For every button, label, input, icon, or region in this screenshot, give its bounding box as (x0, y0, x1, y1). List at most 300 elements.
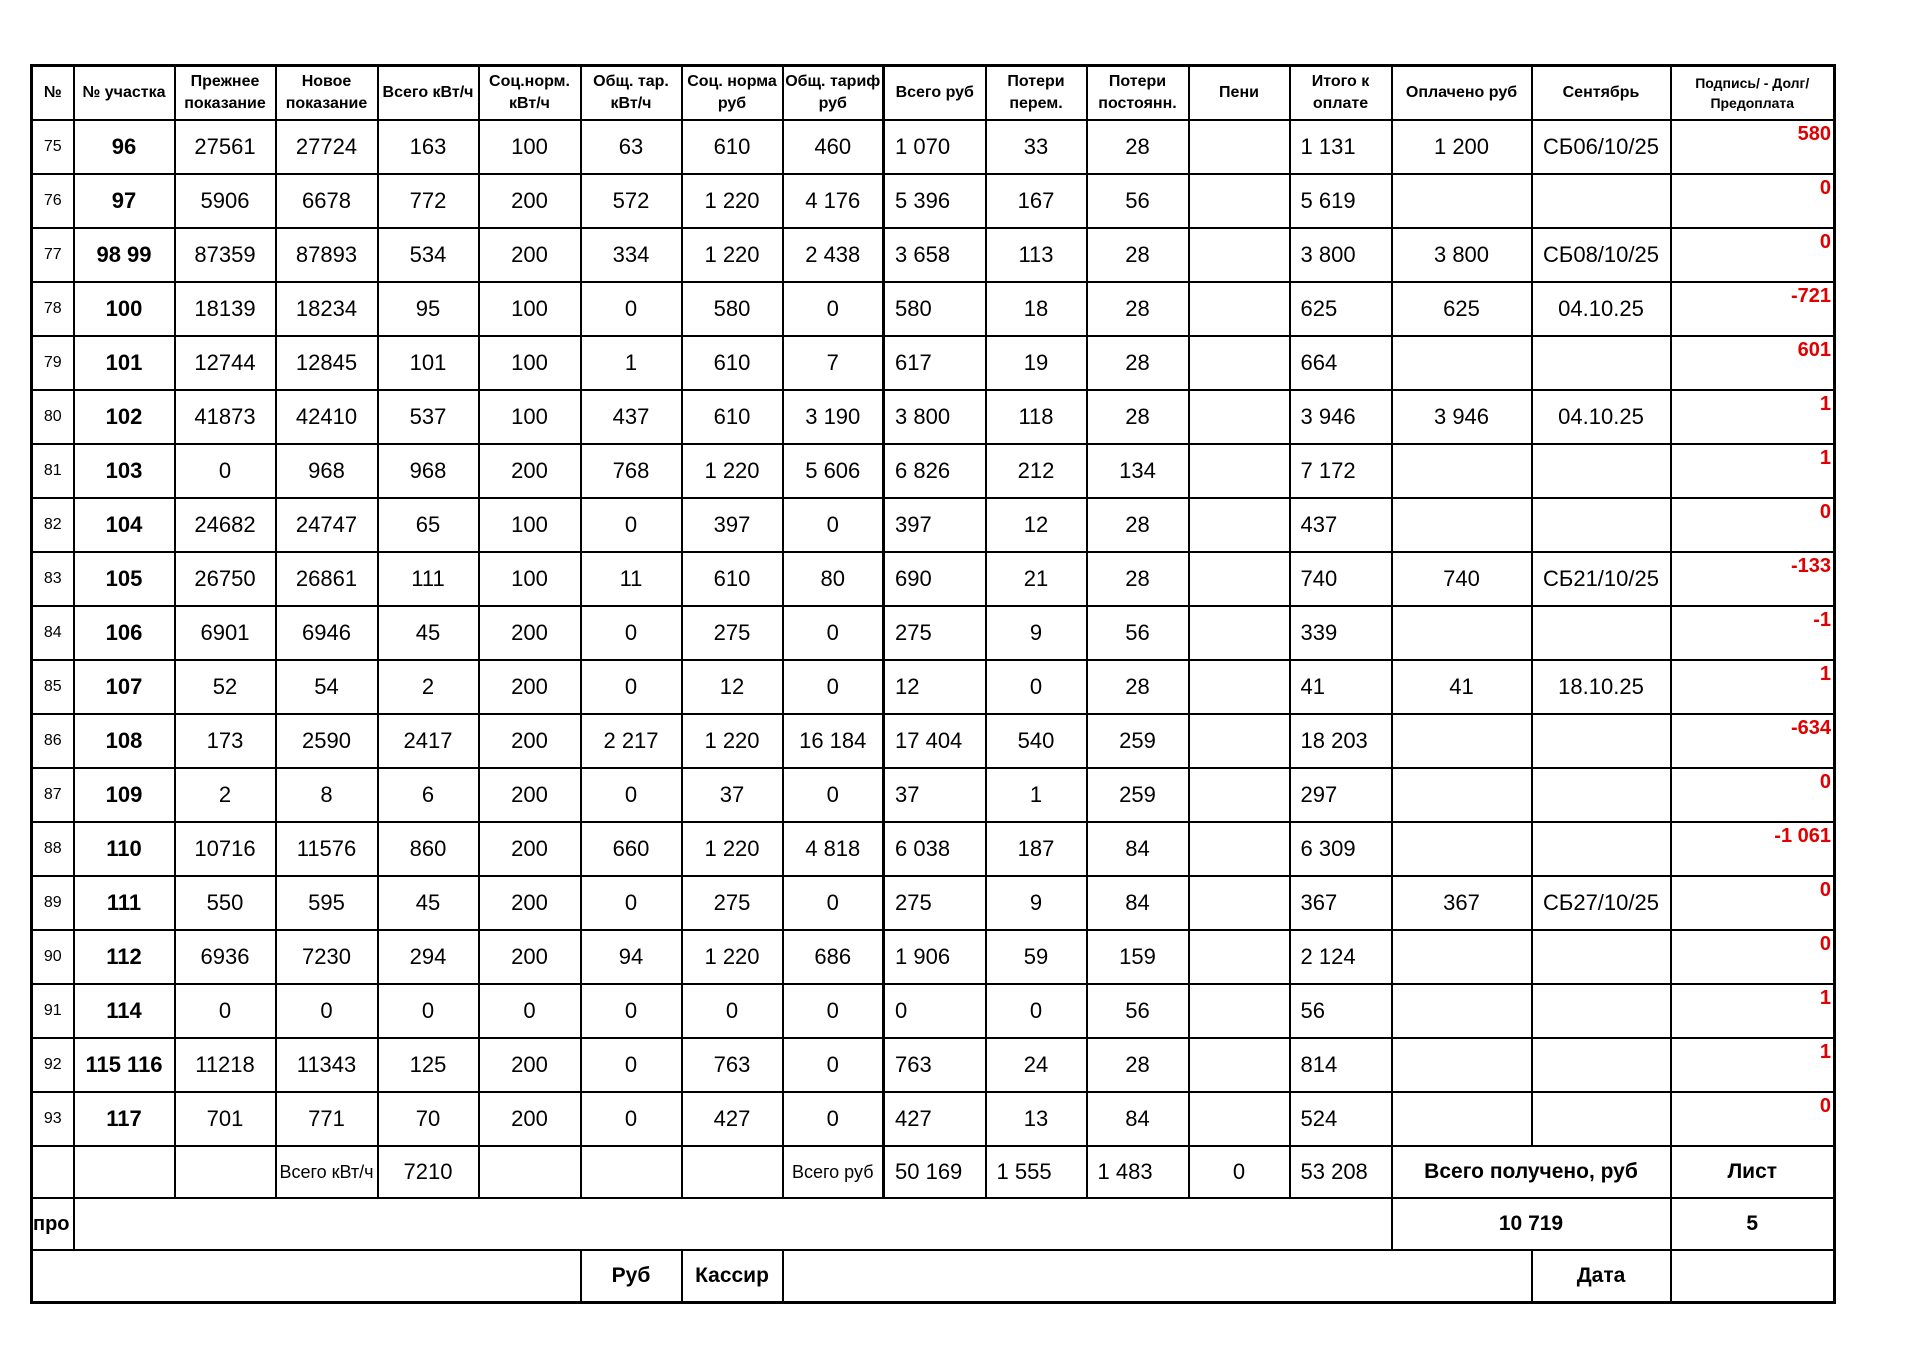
cell-to-pay: 814 (1290, 1038, 1392, 1092)
header-loss-const: Потери постоянн. (1087, 66, 1189, 121)
cell-debt-prepay: 0 (1671, 930, 1835, 984)
cell-gen-tariff-rub: 0 (783, 768, 884, 822)
cell-loss-const: 28 (1087, 336, 1189, 390)
cell-row-number: 84 (32, 606, 74, 660)
cell-soc-norm-rub: 0 (682, 984, 783, 1038)
cell-payment-date (1532, 606, 1671, 660)
cell-debt-prepay: -1 061 (1671, 822, 1835, 876)
header-new-reading: Новое показание (276, 66, 378, 121)
cell-to-pay: 6 309 (1290, 822, 1392, 876)
cell-paid: 41 (1392, 660, 1532, 714)
cell-row-number: 87 (32, 768, 74, 822)
cell-penalty (1189, 1038, 1290, 1092)
cell-gen-tariff-rub: 0 (783, 876, 884, 930)
cell-paid: 3 800 (1392, 228, 1532, 282)
cell-total-kwh: 6 (378, 768, 479, 822)
cell-paid (1392, 984, 1532, 1038)
cell-soc-norm-rub: 1 220 (682, 714, 783, 768)
cell-to-pay: 297 (1290, 768, 1392, 822)
footer-cashier-label: Кассир (682, 1250, 783, 1303)
cell-loss-const: 28 (1087, 660, 1189, 714)
cell-gen-tariff-rub: 0 (783, 498, 884, 552)
cell-debt-prepay: 0 (1671, 228, 1835, 282)
cell-loss-var: 18 (986, 282, 1087, 336)
cell-loss-var: 9 (986, 606, 1087, 660)
cell-row-number: 82 (32, 498, 74, 552)
cell-new-reading: 26861 (276, 552, 378, 606)
header-plot: № участка (74, 66, 175, 121)
cell-total-kwh: 163 (378, 120, 479, 174)
cell-total-rub: 12 (884, 660, 986, 714)
cell-plot-number: 96 (74, 120, 175, 174)
cell-prev-reading: 0 (175, 984, 276, 1038)
cell-loss-const: 259 (1087, 768, 1189, 822)
cell-gen-tariff-kwh: 94 (581, 930, 682, 984)
cell-plot-number: 110 (74, 822, 175, 876)
cell-soc-norm-kwh: 0 (479, 984, 581, 1038)
cell-debt-prepay: 1 (1671, 1038, 1835, 1092)
cell-prev-reading: 2 (175, 768, 276, 822)
footer-row (32, 1250, 1835, 1303)
cell-penalty (1189, 552, 1290, 606)
cell-gen-tariff-rub: 686 (783, 930, 884, 984)
totals-empty-cell (479, 1146, 581, 1198)
cell-total-kwh: 2 (378, 660, 479, 714)
table-row (32, 1092, 1835, 1146)
cell-to-pay: 7 172 (1290, 444, 1392, 498)
cell-loss-const: 28 (1087, 390, 1189, 444)
cell-prev-reading: 87359 (175, 228, 276, 282)
cell-row-number: 77 (32, 228, 74, 282)
cell-prev-reading: 701 (175, 1092, 276, 1146)
cell-total-rub: 763 (884, 1038, 986, 1092)
summary-received-value: 10 719 (1392, 1198, 1671, 1250)
cell-debt-prepay: -133 (1671, 552, 1835, 606)
cell-new-reading: 771 (276, 1092, 378, 1146)
table-row (32, 552, 1835, 606)
cell-penalty (1189, 444, 1290, 498)
cell-row-number: 93 (32, 1092, 74, 1146)
summary-row (32, 1198, 1835, 1250)
cell-gen-tariff-rub: 0 (783, 606, 884, 660)
cell-total-kwh: 772 (378, 174, 479, 228)
totals-loss-const: 1 483 (1087, 1146, 1189, 1198)
cell-loss-const: 84 (1087, 822, 1189, 876)
cell-prev-reading: 0 (175, 444, 276, 498)
cell-debt-prepay: 0 (1671, 1092, 1835, 1146)
cell-paid (1392, 822, 1532, 876)
cell-penalty (1189, 336, 1290, 390)
table-row (32, 498, 1835, 552)
cell-row-number: 75 (32, 120, 74, 174)
cell-total-kwh: 125 (378, 1038, 479, 1092)
table-row (32, 876, 1835, 930)
cell-prev-reading: 24682 (175, 498, 276, 552)
cell-to-pay: 524 (1290, 1092, 1392, 1146)
cell-payment-date (1532, 444, 1671, 498)
header-soc-norm-kwh: Соц.норм. кВт/ч (479, 66, 581, 121)
cell-payment-date: 18.10.25 (1532, 660, 1671, 714)
cell-to-pay: 18 203 (1290, 714, 1392, 768)
cell-loss-const: 28 (1087, 282, 1189, 336)
totals-rub-label: Всего руб (783, 1146, 884, 1198)
totals-penalty: 0 (1189, 1146, 1290, 1198)
cell-new-reading: 18234 (276, 282, 378, 336)
totals-empty-cell (32, 1146, 74, 1198)
cell-penalty (1189, 768, 1290, 822)
cell-loss-const: 134 (1087, 444, 1189, 498)
cell-plot-number: 114 (74, 984, 175, 1038)
header-sign-debt: Подпись/ - Долг/Предоплата (1671, 66, 1835, 121)
totals-received-label: Всего получено, руб (1392, 1146, 1671, 1198)
cell-payment-date: 04.10.25 (1532, 390, 1671, 444)
cell-paid (1392, 606, 1532, 660)
cell-row-number: 90 (32, 930, 74, 984)
cell-new-reading: 24747 (276, 498, 378, 552)
header-total-rub: Всего руб (884, 66, 986, 121)
cell-payment-date (1532, 1038, 1671, 1092)
cell-soc-norm-kwh: 200 (479, 822, 581, 876)
cell-payment-date: СБ06/10/25 (1532, 120, 1671, 174)
totals-rub-value: 50 169 (884, 1146, 986, 1198)
cell-loss-var: 167 (986, 174, 1087, 228)
cell-debt-prepay: 0 (1671, 768, 1835, 822)
cell-soc-norm-kwh: 100 (479, 390, 581, 444)
cell-new-reading: 12845 (276, 336, 378, 390)
cell-total-rub: 37 (884, 768, 986, 822)
cell-to-pay: 5 619 (1290, 174, 1392, 228)
header-paid: Оплачено руб (1392, 66, 1532, 121)
footer-cashier-field[interactable] (783, 1250, 1532, 1303)
cell-gen-tariff-rub: 16 184 (783, 714, 884, 768)
cell-gen-tariff-kwh: 0 (581, 606, 682, 660)
header-prev-reading: Прежнее показание (175, 66, 276, 121)
cell-gen-tariff-rub: 7 (783, 336, 884, 390)
cell-penalty (1189, 876, 1290, 930)
cell-loss-const: 84 (1087, 876, 1189, 930)
cell-loss-var: 59 (986, 930, 1087, 984)
table-row (32, 1038, 1835, 1092)
cell-soc-norm-kwh: 200 (479, 876, 581, 930)
cell-total-rub: 6 826 (884, 444, 986, 498)
totals-kwh-value: 7210 (378, 1146, 479, 1198)
cell-debt-prepay: 0 (1671, 876, 1835, 930)
header-gen-tariff-kwh: Общ. тар. кВт/ч (581, 66, 682, 121)
footer-empty-cell (32, 1250, 581, 1303)
cell-total-kwh: 2417 (378, 714, 479, 768)
table-row (32, 660, 1835, 714)
cell-to-pay: 56 (1290, 984, 1392, 1038)
cell-payment-date (1532, 498, 1671, 552)
cell-soc-norm-kwh: 200 (479, 606, 581, 660)
header-month: Сентябрь (1532, 66, 1671, 121)
cell-plot-number: 111 (74, 876, 175, 930)
cell-debt-prepay: -1 (1671, 606, 1835, 660)
cell-debt-prepay: 601 (1671, 336, 1835, 390)
cell-debt-prepay: -721 (1671, 282, 1835, 336)
cell-loss-const: 28 (1087, 120, 1189, 174)
cell-gen-tariff-kwh: 0 (581, 282, 682, 336)
cell-row-number: 79 (32, 336, 74, 390)
cell-loss-var: 24 (986, 1038, 1087, 1092)
cell-row-number: 76 (32, 174, 74, 228)
cell-gen-tariff-kwh: 63 (581, 120, 682, 174)
cell-soc-norm-kwh: 200 (479, 660, 581, 714)
cell-loss-var: 33 (986, 120, 1087, 174)
cell-prev-reading: 52 (175, 660, 276, 714)
table-row (32, 228, 1835, 282)
cell-soc-norm-rub: 1 220 (682, 174, 783, 228)
cell-gen-tariff-rub: 4 176 (783, 174, 884, 228)
footer-date-label: Дата (1532, 1250, 1671, 1303)
cell-gen-tariff-rub: 4 818 (783, 822, 884, 876)
cell-total-kwh: 95 (378, 282, 479, 336)
cell-soc-norm-kwh: 100 (479, 552, 581, 606)
cell-to-pay: 339 (1290, 606, 1392, 660)
billing-sheet (30, 64, 1836, 1304)
cell-total-kwh: 70 (378, 1092, 479, 1146)
cell-soc-norm-kwh: 200 (479, 930, 581, 984)
cell-payment-date: СБ08/10/25 (1532, 228, 1671, 282)
cell-plot-number: 109 (74, 768, 175, 822)
cell-loss-const: 56 (1087, 984, 1189, 1038)
cell-payment-date: 04.10.25 (1532, 282, 1671, 336)
cell-soc-norm-rub: 1 220 (682, 822, 783, 876)
cell-loss-const: 259 (1087, 714, 1189, 768)
header-num: № (32, 66, 74, 121)
cell-loss-const: 56 (1087, 606, 1189, 660)
cell-new-reading: 6678 (276, 174, 378, 228)
cell-new-reading: 8 (276, 768, 378, 822)
cell-total-kwh: 294 (378, 930, 479, 984)
totals-kwh-label: Всего кВт/ч (276, 1146, 378, 1198)
cell-paid: 740 (1392, 552, 1532, 606)
cell-soc-norm-kwh: 100 (479, 498, 581, 552)
cell-to-pay: 41 (1290, 660, 1392, 714)
cell-total-kwh: 45 (378, 606, 479, 660)
footer-date-field[interactable] (1671, 1250, 1835, 1303)
cell-penalty (1189, 930, 1290, 984)
cell-penalty (1189, 120, 1290, 174)
cell-total-rub: 1 906 (884, 930, 986, 984)
cell-total-rub: 617 (884, 336, 986, 390)
cell-new-reading: 54 (276, 660, 378, 714)
table-row (32, 336, 1835, 390)
cell-gen-tariff-rub: 0 (783, 660, 884, 714)
cell-plot-number: 103 (74, 444, 175, 498)
cell-plot-number: 112 (74, 930, 175, 984)
cell-loss-const: 28 (1087, 228, 1189, 282)
cell-gen-tariff-kwh: 2 217 (581, 714, 682, 768)
cell-soc-norm-kwh: 100 (479, 336, 581, 390)
cell-debt-prepay: -634 (1671, 714, 1835, 768)
cell-prev-reading: 550 (175, 876, 276, 930)
cell-gen-tariff-kwh: 572 (581, 174, 682, 228)
cell-gen-tariff-kwh: 1 (581, 336, 682, 390)
cell-debt-prepay: 1 (1671, 984, 1835, 1038)
cell-payment-date (1532, 714, 1671, 768)
cell-soc-norm-rub: 37 (682, 768, 783, 822)
cell-debt-prepay: 0 (1671, 174, 1835, 228)
cell-prev-reading: 5906 (175, 174, 276, 228)
cell-soc-norm-kwh: 100 (479, 282, 581, 336)
cell-debt-prepay: 1 (1671, 444, 1835, 498)
summary-clipped-label: про (32, 1198, 74, 1250)
cell-plot-number: 117 (74, 1092, 175, 1146)
cell-total-kwh: 860 (378, 822, 479, 876)
totals-sheet-label: Лист (1671, 1146, 1835, 1198)
cell-plot-number: 104 (74, 498, 175, 552)
cell-total-kwh: 534 (378, 228, 479, 282)
cell-loss-var: 113 (986, 228, 1087, 282)
cell-gen-tariff-kwh: 0 (581, 660, 682, 714)
cell-loss-var: 12 (986, 498, 1087, 552)
cell-gen-tariff-rub: 3 190 (783, 390, 884, 444)
cell-loss-var: 13 (986, 1092, 1087, 1146)
cell-soc-norm-rub: 427 (682, 1092, 783, 1146)
cell-plot-number: 101 (74, 336, 175, 390)
cell-new-reading: 42410 (276, 390, 378, 444)
cell-loss-const: 84 (1087, 1092, 1189, 1146)
table-row (32, 930, 1835, 984)
cell-total-kwh: 968 (378, 444, 479, 498)
cell-soc-norm-kwh: 200 (479, 1038, 581, 1092)
cell-total-rub: 3 800 (884, 390, 986, 444)
totals-row (32, 1146, 1835, 1198)
cell-total-rub: 3 658 (884, 228, 986, 282)
cell-row-number: 86 (32, 714, 74, 768)
table-row (32, 174, 1835, 228)
cell-soc-norm-rub: 610 (682, 336, 783, 390)
cell-to-pay: 2 124 (1290, 930, 1392, 984)
table-row (32, 768, 1835, 822)
cell-total-kwh: 45 (378, 876, 479, 930)
cell-gen-tariff-rub: 0 (783, 1092, 884, 1146)
cell-soc-norm-rub: 12 (682, 660, 783, 714)
cell-soc-norm-rub: 275 (682, 606, 783, 660)
cell-paid (1392, 444, 1532, 498)
cell-gen-tariff-kwh: 437 (581, 390, 682, 444)
totals-empty-cell (682, 1146, 783, 1198)
cell-row-number: 92 (32, 1038, 74, 1092)
cell-debt-prepay: 0 (1671, 498, 1835, 552)
cell-paid: 1 200 (1392, 120, 1532, 174)
totals-empty-cell (74, 1146, 175, 1198)
cell-new-reading: 595 (276, 876, 378, 930)
cell-gen-tariff-kwh: 660 (581, 822, 682, 876)
cell-gen-tariff-rub: 0 (783, 282, 884, 336)
cell-prev-reading: 6901 (175, 606, 276, 660)
cell-plot-number: 100 (74, 282, 175, 336)
cell-loss-const: 28 (1087, 1038, 1189, 1092)
cell-prev-reading: 12744 (175, 336, 276, 390)
totals-loss-var: 1 555 (986, 1146, 1087, 1198)
cell-payment-date (1532, 984, 1671, 1038)
cell-penalty (1189, 228, 1290, 282)
cell-soc-norm-rub: 1 220 (682, 930, 783, 984)
cell-total-rub: 0 (884, 984, 986, 1038)
cell-paid: 3 946 (1392, 390, 1532, 444)
cell-plot-number: 102 (74, 390, 175, 444)
cell-payment-date (1532, 930, 1671, 984)
cell-new-reading: 0 (276, 984, 378, 1038)
cell-plot-number: 108 (74, 714, 175, 768)
header-row (32, 66, 1835, 121)
cell-row-number: 83 (32, 552, 74, 606)
cell-loss-var: 0 (986, 984, 1087, 1038)
cell-total-kwh: 101 (378, 336, 479, 390)
cell-soc-norm-kwh: 200 (479, 444, 581, 498)
table-row (32, 822, 1835, 876)
table-row (32, 390, 1835, 444)
cell-total-kwh: 537 (378, 390, 479, 444)
cell-gen-tariff-kwh: 0 (581, 768, 682, 822)
cell-paid (1392, 336, 1532, 390)
cell-loss-const: 28 (1087, 498, 1189, 552)
cell-soc-norm-rub: 1 220 (682, 228, 783, 282)
cell-row-number: 80 (32, 390, 74, 444)
cell-prev-reading: 6936 (175, 930, 276, 984)
cell-gen-tariff-kwh: 0 (581, 984, 682, 1038)
cell-gen-tariff-kwh: 0 (581, 1038, 682, 1092)
cell-gen-tariff-rub: 80 (783, 552, 884, 606)
cell-new-reading: 11576 (276, 822, 378, 876)
cell-paid (1392, 768, 1532, 822)
cell-loss-var: 0 (986, 660, 1087, 714)
cell-payment-date (1532, 768, 1671, 822)
cell-to-pay: 3 946 (1290, 390, 1392, 444)
cell-new-reading: 27724 (276, 120, 378, 174)
cell-total-rub: 1 070 (884, 120, 986, 174)
cell-loss-const: 159 (1087, 930, 1189, 984)
cell-soc-norm-rub: 610 (682, 552, 783, 606)
table-row (32, 282, 1835, 336)
cell-to-pay: 664 (1290, 336, 1392, 390)
cell-total-rub: 690 (884, 552, 986, 606)
cell-penalty (1189, 822, 1290, 876)
totals-to-pay: 53 208 (1290, 1146, 1392, 1198)
cell-total-rub: 6 038 (884, 822, 986, 876)
cell-payment-date (1532, 1092, 1671, 1146)
cell-loss-var: 19 (986, 336, 1087, 390)
cell-soc-norm-rub: 275 (682, 876, 783, 930)
cell-plot-number: 97 (74, 174, 175, 228)
cell-soc-norm-rub: 1 220 (682, 444, 783, 498)
cell-prev-reading: 26750 (175, 552, 276, 606)
cell-soc-norm-rub: 610 (682, 120, 783, 174)
cell-to-pay: 740 (1290, 552, 1392, 606)
cell-soc-norm-kwh: 200 (479, 768, 581, 822)
cell-new-reading: 2590 (276, 714, 378, 768)
cell-paid (1392, 498, 1532, 552)
cell-new-reading: 7230 (276, 930, 378, 984)
cell-payment-date (1532, 822, 1671, 876)
header-loss-var: Потери перем. (986, 66, 1087, 121)
cell-gen-tariff-kwh: 0 (581, 876, 682, 930)
cell-row-number: 88 (32, 822, 74, 876)
cell-payment-date (1532, 336, 1671, 390)
cell-row-number: 81 (32, 444, 74, 498)
totals-empty-cell (581, 1146, 682, 1198)
table-row (32, 606, 1835, 660)
table-row (32, 714, 1835, 768)
cell-gen-tariff-kwh: 768 (581, 444, 682, 498)
cell-penalty (1189, 390, 1290, 444)
cell-soc-norm-rub: 580 (682, 282, 783, 336)
table-row (32, 984, 1835, 1038)
cell-gen-tariff-kwh: 0 (581, 1092, 682, 1146)
cell-gen-tariff-rub: 0 (783, 984, 884, 1038)
